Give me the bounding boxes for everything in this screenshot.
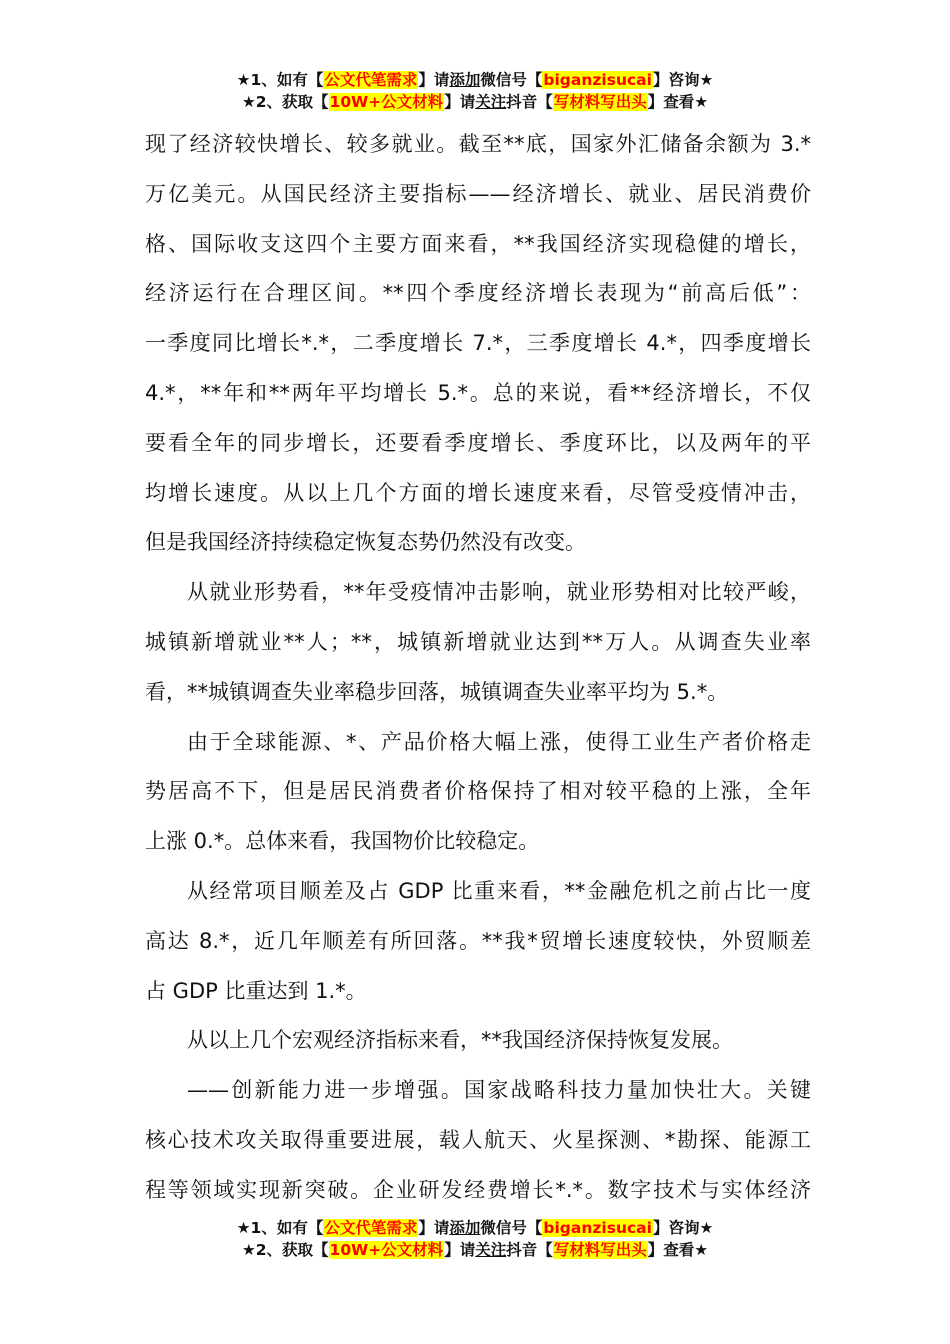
banner-highlight: biganzisucai (543, 71, 652, 89)
text-line: 上涨 0.*。总体来看，我国物价比较稳定。 (145, 829, 540, 854)
text-line: 但是我国经济持续稳定恢复态势仍然没有改变。 (145, 530, 586, 555)
text-line: 占 GDP 比重达到 1.*。 (145, 978, 367, 1003)
text-line: 势居高不下，但是居民消费者价格保持了相对较平稳的上涨，全年 (145, 779, 811, 804)
text-line: 均增长速度。从以上几个方面的增长速度来看，尽管受疫情冲击， (145, 480, 811, 505)
text-line: 从以上几个宏观经济指标来看，**我国经济保持恢复发展。 (187, 1028, 733, 1053)
banner-underline: 关注 (475, 93, 507, 111)
banner-highlight: 公文代笔需求 (324, 71, 418, 89)
text-line: 核心技术攻关取得重要进展，载人航天、火星探测、*勘探、能源工 (145, 1127, 811, 1152)
text-line: 城镇新增就业**人；**，城镇新增就业达到**万人。从调查失业率 (145, 629, 811, 654)
banner-text: 微信号【 (480, 71, 543, 89)
banner-text: 】咨询★ (652, 1219, 714, 1237)
banner-text: 】请 (418, 71, 450, 89)
banner-line-2 (0, 91, 950, 113)
text-line: ——创新能力进一步增强。国家战略科技力量加快壮大。关键 (187, 1078, 811, 1103)
banner-highlight: 写材料写出头 (553, 93, 647, 111)
banner-text: 】查看★ (647, 1241, 709, 1259)
banner-text: 】请 (444, 93, 476, 111)
text-line: 格、国际收支这四个主要方面来看，**我国经济实现稳健的增长， (145, 231, 811, 256)
banner-text: 】咨询★ (652, 71, 714, 89)
text-line: 程等领域实现新突破。企业研发经费增长*.*。数字技术与实体经济 (145, 1177, 811, 1202)
text-line: 万亿美元。从国民经济主要指标——经济增长、就业、居民消费价 (145, 181, 811, 206)
text-line: 一季度同比增长*.*，二季度增长 7.*，三季度增长 4.*，四季度增长 (145, 331, 811, 356)
banner-underline: 添加 (449, 71, 481, 89)
banner-highlight: 公文代笔需求 (324, 1219, 418, 1237)
banner-highlight: 10W+公文材料 (329, 93, 444, 111)
banner-line-2 (0, 1239, 950, 1261)
document-body (145, 129, 811, 1225)
text-line: 要看全年的同步增长，还要看季度增长、季度环比，以及两年的平 (145, 430, 811, 455)
banner-text: ★1、如有【 (236, 71, 324, 89)
text-line: 高达 8.*，近几年顺差有所回落。**我*贸增长速度较快，外贸顺差 (145, 928, 811, 953)
banner-text: 抖音【 (506, 1241, 553, 1259)
banner-text: 抖音【 (506, 93, 553, 111)
banner-text: ★2、获取【 (241, 1241, 329, 1259)
text-line: 现了经济较快增长、较多就业。截至**底，国家外汇储备余额为 3.* (145, 132, 811, 156)
banner-highlight: 写材料写出头 (553, 1241, 647, 1259)
banner-text: 】查看★ (647, 93, 709, 111)
text-line: 从经常项目顺差及占 GDP 比重来看，**金融危机之前占比一度 (187, 878, 811, 903)
header-banner (0, 69, 950, 113)
text-line: 经济运行在合理区间。**四个季度经济增长表现为“前高后低”： (145, 281, 811, 306)
banner-text: ★2、获取【 (241, 93, 329, 111)
banner-highlight: 10W+公文材料 (329, 1241, 444, 1259)
banner-text: 微信号【 (480, 1219, 543, 1237)
banner-line-1 (0, 1217, 950, 1239)
text-line: 看，**城镇调查失业率稳步回落，城镇调查失业率平均为 5.*。 (145, 679, 729, 704)
banner-underline: 添加 (449, 1219, 481, 1237)
text-line: 4.*，**年和**两年平均增长 5.*。总的来说，看**经济增长，不仅 (145, 380, 811, 405)
banner-underline: 关注 (475, 1241, 507, 1259)
banner-line-1 (0, 69, 950, 91)
banner-text: 】请 (418, 1219, 450, 1237)
banner-text: 】请 (444, 1241, 476, 1259)
banner-text: ★1、如有【 (236, 1219, 324, 1237)
text-line: 由于全球能源、*、产品价格大幅上涨，使得工业生产者价格走 (187, 729, 811, 754)
banner-highlight: biganzisucai (543, 1219, 652, 1237)
footer-banner (0, 1217, 950, 1261)
text-line: 从就业形势看，**年受疫情冲击影响，就业形势相对比较严峻， (187, 580, 811, 605)
